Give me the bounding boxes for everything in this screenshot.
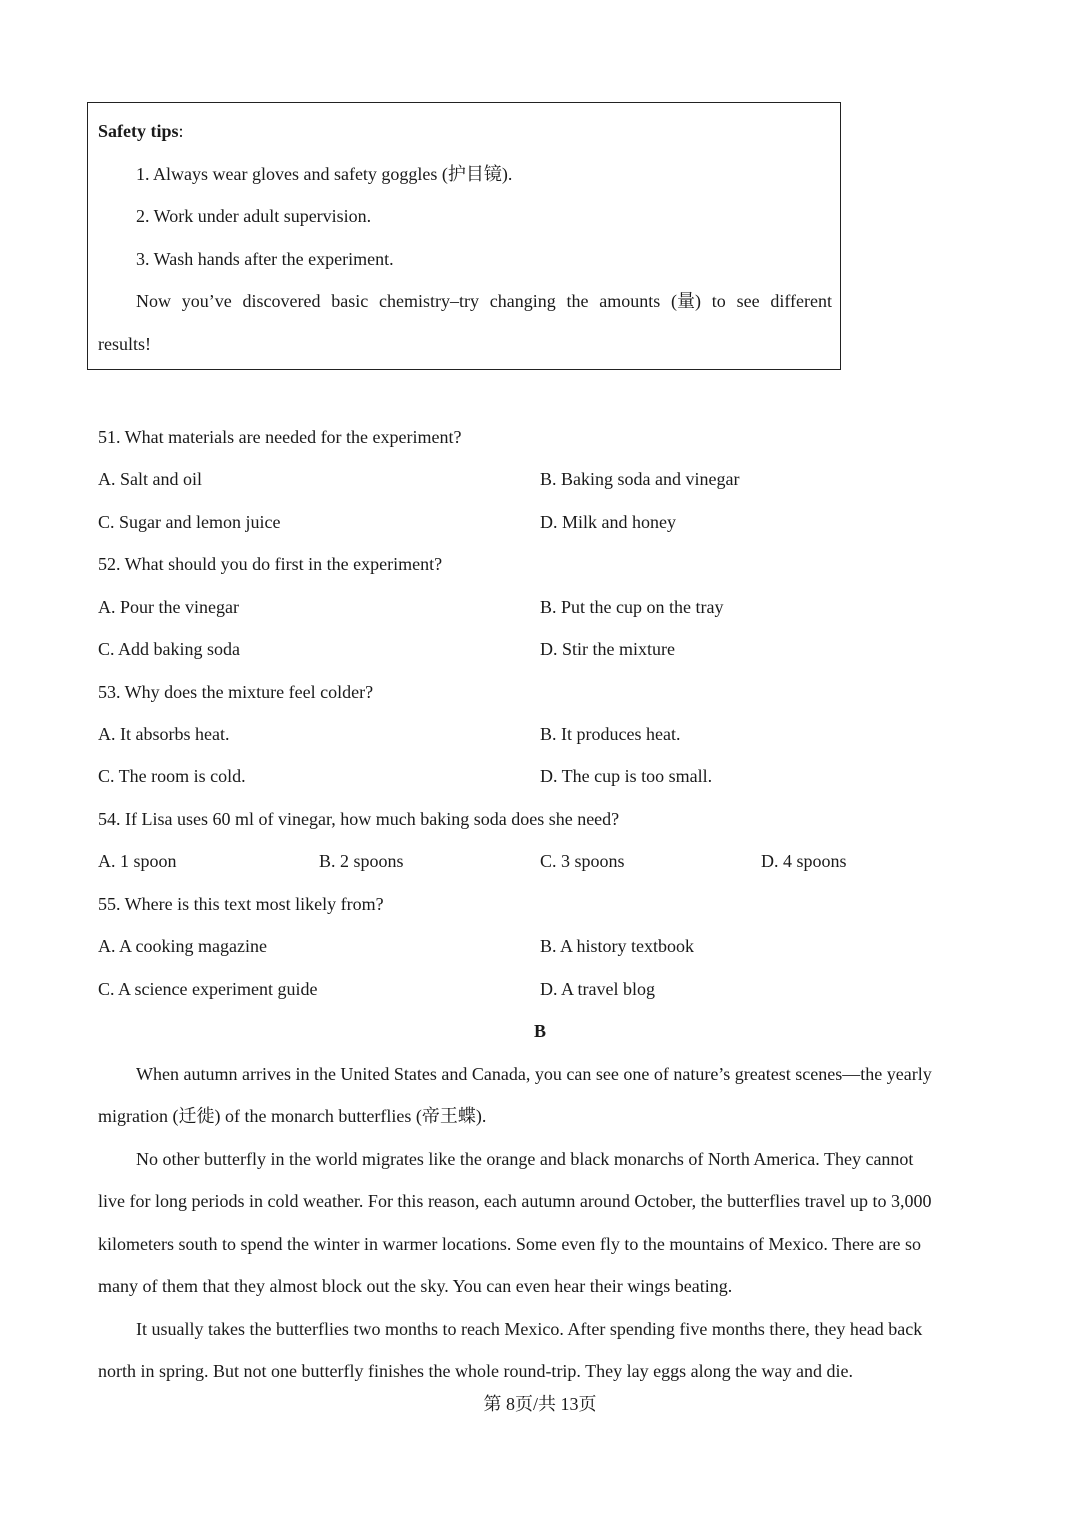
closing-word: (量) bbox=[671, 291, 702, 311]
option-53-c: C. The room is cold. bbox=[98, 766, 246, 786]
passage-line: No other butterfly in the world migrates like the orange and black monarchs of North America. They cannot bbox=[136, 1149, 914, 1169]
closing-word: chemistry–try bbox=[379, 291, 479, 311]
option-51-a: A. Salt and oil bbox=[98, 469, 202, 489]
passage-line: kilometers south to spend the winter in warmer locations. Some even fly to the mountains of Mexico. There are so bbox=[98, 1234, 921, 1254]
closing-word: basic bbox=[331, 291, 369, 311]
section-b-heading: B bbox=[533, 1021, 546, 1041]
option-54-b: B. 2 spoons bbox=[319, 851, 404, 871]
closing-word: the bbox=[566, 291, 589, 311]
passage-line: many of them that they almost block out the sky. You can even hear their wings beating. bbox=[98, 1276, 733, 1296]
closing-word: you’ve bbox=[181, 291, 232, 311]
safety-tip-3: 3. Wash hands after the experiment. bbox=[136, 249, 394, 269]
question-52: 52. What should you do first in the experiment? bbox=[98, 554, 443, 574]
option-55-c: C. A science experiment guide bbox=[98, 979, 318, 999]
closing-word: Now bbox=[136, 291, 171, 311]
option-52-a: A. Pour the vinegar bbox=[98, 597, 239, 617]
option-53-d: D. The cup is too small. bbox=[540, 766, 713, 786]
safety-tips-box bbox=[87, 102, 841, 370]
option-52-b: B. Put the cup on the tray bbox=[540, 597, 724, 617]
closing-word: discovered bbox=[242, 291, 321, 311]
option-55-d: D. A travel blog bbox=[540, 979, 655, 999]
option-53-b: B. It produces heat. bbox=[540, 724, 681, 744]
safety-tip-1: 1. Always wear gloves and safety goggles (护目镜). bbox=[136, 164, 513, 184]
safety-tips-heading: Safety tips bbox=[98, 121, 179, 141]
option-52-d: D. Stir the mixture bbox=[540, 639, 675, 659]
option-54-c: C. 3 spoons bbox=[540, 851, 625, 871]
option-54-a: A. 1 spoon bbox=[98, 851, 177, 871]
page-number: 第 8页/共 13页 bbox=[483, 1394, 597, 1414]
option-53-a: A. It absorbs heat. bbox=[98, 724, 230, 744]
question-55: 55. Where is this text most likely from? bbox=[98, 894, 384, 914]
safety-closing-end: results! bbox=[98, 334, 151, 354]
passage-line: It usually takes the butterflies two months to reach Mexico. After spending five months there, they head back bbox=[136, 1319, 923, 1339]
option-51-d: D. Milk and honey bbox=[540, 512, 676, 532]
option-54-d: D. 4 spoons bbox=[761, 851, 847, 871]
passage-line: live for long periods in cold weather. For this reason, each autumn around October, the butterflies travel up to 3,000 bbox=[98, 1191, 932, 1211]
safety-closing-line bbox=[136, 290, 832, 312]
question-53: 53. Why does the mixture feel colder? bbox=[98, 682, 374, 702]
option-55-b: B. A history textbook bbox=[540, 936, 695, 956]
question-51: 51. What materials are needed for the experiment? bbox=[98, 427, 462, 447]
closing-word: see bbox=[736, 291, 760, 311]
safety-tips-heading-line bbox=[98, 120, 184, 142]
option-55-a: A. A cooking magazine bbox=[98, 936, 267, 956]
passage-line: migration (迁徙) of the monarch butterflies (帝王蝶). bbox=[98, 1106, 487, 1126]
option-51-c: C. Sugar and lemon juice bbox=[98, 512, 281, 532]
closing-word: to bbox=[711, 291, 726, 311]
closing-word: different bbox=[770, 291, 832, 311]
safety-tip-2: 2. Work under adult supervision. bbox=[136, 206, 372, 226]
passage-line: north in spring. But not one butterfly finishes the whole round-trip. They lay eggs along the way and die. bbox=[98, 1361, 854, 1381]
closing-word: amounts bbox=[599, 291, 661, 311]
option-51-b: B. Baking soda and vinegar bbox=[540, 469, 740, 489]
question-54: 54. If Lisa uses 60 ml of vinegar, how much baking soda does she need? bbox=[98, 809, 620, 829]
closing-word: changing bbox=[489, 291, 556, 311]
safety-tips-colon: : bbox=[178, 121, 184, 141]
passage-line: When autumn arrives in the United States and Canada, you can see one of nature’s greatest scenes—the yearly bbox=[136, 1064, 932, 1084]
option-52-c: C. Add baking soda bbox=[98, 639, 240, 659]
